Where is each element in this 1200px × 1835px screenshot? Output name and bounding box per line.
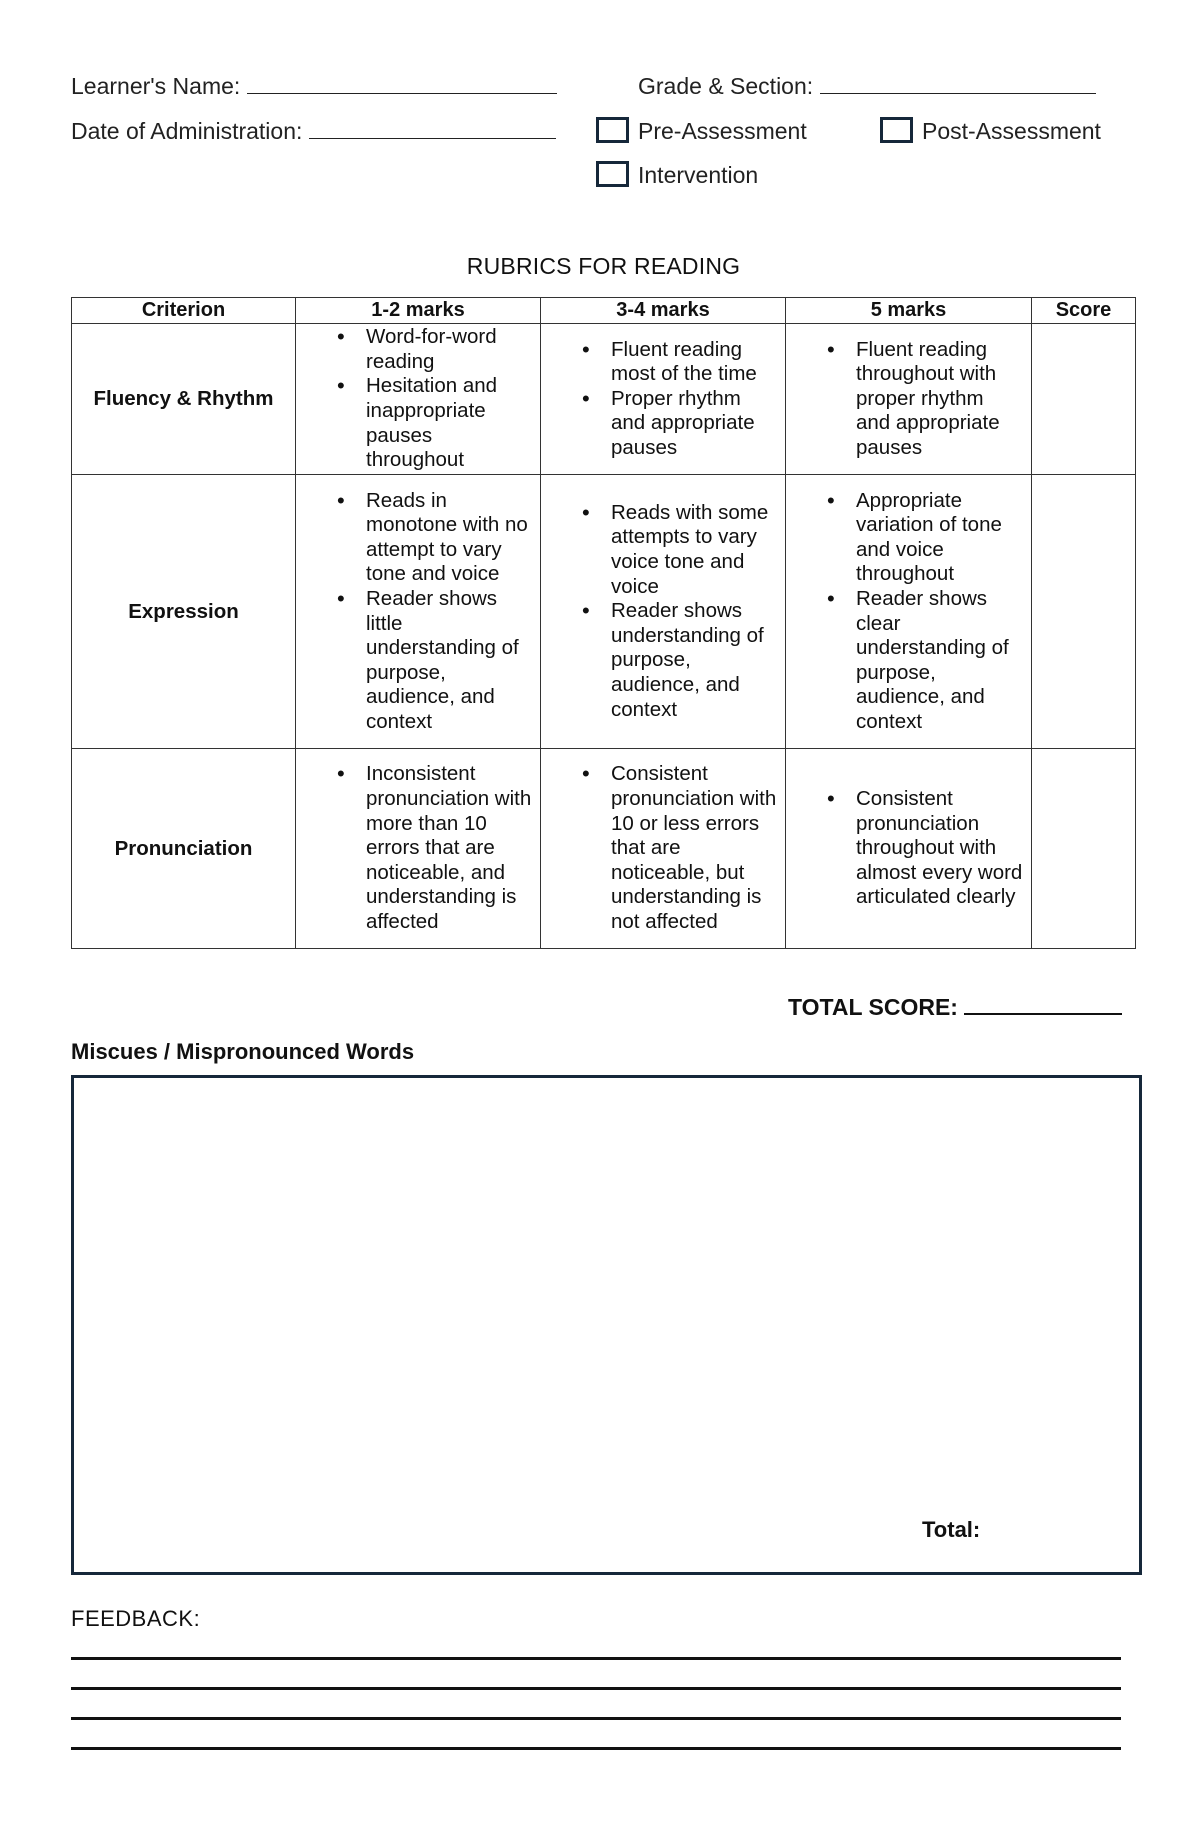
learner-name-field — [71, 73, 557, 100]
expression-score-cell[interactable] — [1032, 475, 1136, 749]
fluency-score-cell[interactable] — [1032, 324, 1136, 475]
list-item: • Consistent pronunciation throughout with almost every word articulated clearly — [786, 787, 1023, 910]
expression-low-cell — [296, 475, 541, 749]
miscues-box[interactable] — [71, 1075, 1142, 1575]
grade-section-field — [638, 73, 1096, 100]
post-assessment-checkbox[interactable] — [880, 117, 913, 143]
criterion-expression: Expression — [72, 475, 296, 749]
total-score-field — [788, 994, 1122, 1021]
post-assessment-label: Post-Assessment — [922, 118, 1101, 144]
table-row — [72, 475, 1136, 749]
rubric-title: RUBRICS FOR READING — [466, 253, 741, 279]
fluency-mid-cell — [541, 324, 786, 475]
col-header-criterion: Criterion — [72, 298, 296, 324]
date-administration-label: Date of Administration: — [71, 118, 303, 144]
col-header-3-4-marks: 3-4 marks — [541, 298, 786, 324]
list-item: • Word-for-word reading — [296, 325, 532, 374]
fluency-high-cell — [786, 324, 1032, 475]
grade-section-blank[interactable] — [820, 75, 1096, 94]
list-item: • Reader shows understanding of purpose, audience, and context — [541, 599, 777, 722]
total-score-label: TOTAL SCORE: — [788, 994, 958, 1020]
criterion-fluency: Fluency & Rhythm — [72, 324, 296, 475]
feedback-label: FEEDBACK: — [71, 1606, 201, 1631]
fluency-low-cell — [296, 324, 541, 475]
expression-mid-cell — [541, 475, 786, 749]
col-header-score: Score — [1032, 298, 1136, 324]
date-administration-field — [71, 118, 556, 145]
miscues-label: Miscues / Mispronounced Words — [71, 1039, 415, 1064]
feedback-line[interactable] — [71, 1687, 1121, 1690]
list-item: • Inconsistent pronunciation with more than 10 errors that are noticeable, and understanding is affected — [296, 762, 532, 934]
feedback-line[interactable] — [71, 1747, 1121, 1750]
rubric-table — [71, 297, 1136, 949]
learner-name-label: Learner's Name: — [71, 73, 241, 99]
rubric-header-row — [72, 298, 1136, 324]
grade-section-label: Grade & Section: — [638, 73, 814, 99]
list-item: • Reader shows little understanding of purpose, audience, and context — [296, 587, 532, 735]
pre-assessment-label: Pre-Assessment — [638, 118, 807, 144]
pre-assessment-checkbox[interactable] — [596, 117, 629, 143]
table-row — [72, 324, 1136, 475]
col-header-1-2-marks: 1-2 marks — [296, 298, 541, 324]
pronunciation-high-cell — [786, 749, 1032, 949]
date-administration-blank[interactable] — [309, 120, 556, 139]
list-item: • Reads with some attempts to vary voice tone and voice — [541, 501, 777, 599]
pronunciation-mid-cell — [541, 749, 786, 949]
expression-high-cell — [786, 475, 1032, 749]
table-row — [72, 749, 1136, 949]
intervention-checkbox[interactable] — [596, 161, 629, 187]
learner-name-blank[interactable] — [247, 75, 557, 94]
feedback-line[interactable] — [71, 1717, 1121, 1720]
list-item: • Fluent reading throughout with proper rhythm and appropriate pauses — [786, 338, 1023, 461]
feedback-line[interactable] — [71, 1657, 1121, 1660]
list-item: • Fluent reading most of the time — [541, 338, 777, 387]
criterion-pronunciation: Pronunciation — [72, 749, 296, 949]
list-item: • Reader shows clear understanding of purpose, audience, and context — [786, 587, 1023, 735]
list-item: • Proper rhythm and appropriate pauses — [541, 387, 777, 461]
list-item: • Hesitation and inappropriate pauses throughout — [296, 374, 532, 472]
pronunciation-low-cell — [296, 749, 541, 949]
intervention-label: Intervention — [638, 162, 759, 188]
list-item: • Reads in monotone with no attempt to vary tone and voice — [296, 489, 532, 587]
total-score-blank[interactable] — [964, 995, 1122, 1015]
list-item: • Consistent pronunciation with 10 or less errors that are noticeable, but understanding is not affected — [541, 762, 777, 934]
list-item: • Appropriate variation of tone and voice throughout — [786, 489, 1023, 587]
col-header-5-marks: 5 marks — [786, 298, 1032, 324]
miscues-total-label: Total: — [922, 1517, 981, 1542]
pronunciation-score-cell[interactable] — [1032, 749, 1136, 949]
